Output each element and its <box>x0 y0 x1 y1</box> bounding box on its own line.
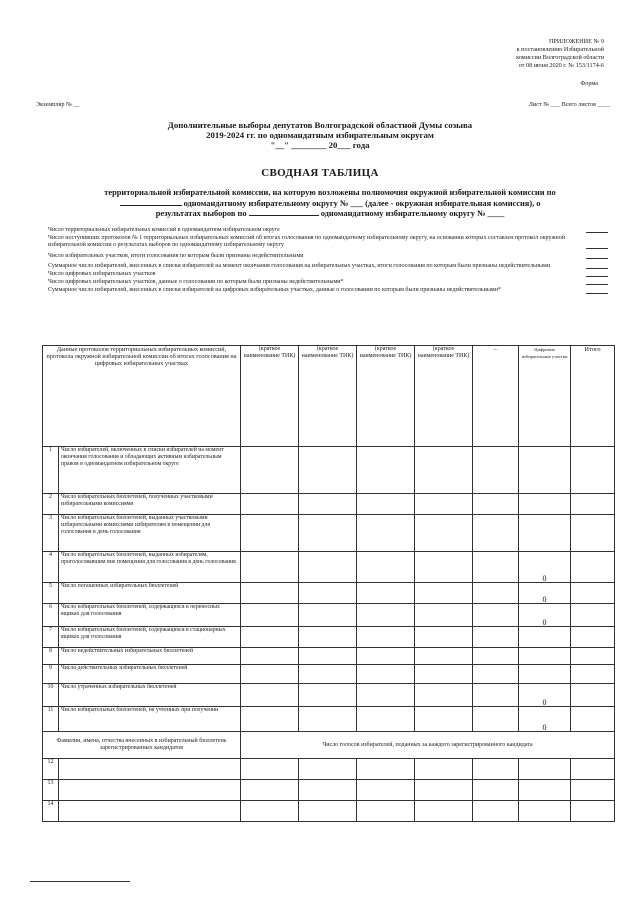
value-cell <box>241 801 299 822</box>
row-number: 9 <box>43 665 59 684</box>
row-label: Число недействительных избирательных бюллетеней <box>59 648 241 665</box>
total-cell <box>571 604 615 627</box>
value-cell <box>473 494 519 515</box>
candidate-row <box>43 801 615 822</box>
summary-line: Число избирательных участков, итоги голосования по которым были признаны недействительными <box>48 253 608 260</box>
candidates-votes-label: Число голосов избирателей, поданных за каждого зарегистрированного кандидата <box>241 732 615 759</box>
row-number: 3 <box>43 515 59 552</box>
value-cell <box>415 801 473 822</box>
appendix-line: от 08 июня 2020 г. № 153/1174-6 <box>518 62 604 69</box>
value-cell <box>357 515 415 552</box>
candidate-name-cell <box>59 759 241 780</box>
total-cell <box>571 665 615 684</box>
value-cell <box>415 515 473 552</box>
appendix-block <box>404 38 604 70</box>
header-tik-column: (краткое наименование ТИК) <box>357 346 415 447</box>
header-ellipsis-column: ... <box>473 346 519 447</box>
value-cell <box>357 627 415 648</box>
row-label: Число избирательных бюллетеней, содержащихся в стационарных ящиках для голосования <box>59 627 241 648</box>
value-cell <box>299 648 357 665</box>
digital-value-cell: 0 <box>519 684 571 707</box>
value-cell <box>519 759 571 780</box>
total-cell <box>571 648 615 665</box>
row-number: 13 <box>43 780 59 801</box>
total-cell <box>571 627 615 648</box>
value-cell <box>415 707 473 732</box>
value-cell <box>473 684 519 707</box>
value-cell <box>241 552 299 583</box>
value-cell <box>241 684 299 707</box>
results-table <box>42 345 615 822</box>
digital-value-cell <box>519 494 571 515</box>
value-cell <box>299 494 357 515</box>
digital-value-cell <box>519 648 571 665</box>
value-cell <box>241 665 299 684</box>
total-cell <box>571 707 615 732</box>
subtitle-line2-text: одномандатному избирательному округу № ___ (далее - окружная избирательная комиссия), о <box>183 198 541 208</box>
value-cell <box>299 447 357 494</box>
table-row <box>43 583 615 604</box>
value-cell <box>357 447 415 494</box>
digital-value-cell: 0 <box>519 552 571 583</box>
table-row <box>43 515 615 552</box>
value-cell <box>473 447 519 494</box>
value-cell <box>299 759 357 780</box>
document-heading: СВОДНАЯ ТАБЛИЦА <box>261 167 379 179</box>
summary-line: Число поступивших протоколов № 1 территориальных избирательных комиссий об итогах голосования по одномандатному избирательному округу, на основании которых составлен протокол окружной избирательной комиссии о результатах выборов по одномандатному избирательному округу <box>48 235 608 249</box>
row-number: 4 <box>43 552 59 583</box>
election-title-line2: 2019-2024 гг. по одномандатным избирательным округам <box>206 130 434 140</box>
document-subtitle <box>56 188 604 220</box>
candidates-header-row <box>43 732 615 759</box>
sheet-number: Лист № ___ Всего листов ____ <box>528 101 610 108</box>
total-cell <box>571 447 615 494</box>
header-digital-column: Цифровые избирательные участки <box>519 346 571 447</box>
row-number: 7 <box>43 627 59 648</box>
value-cell <box>357 707 415 732</box>
value-cell <box>241 707 299 732</box>
table-row <box>43 552 615 583</box>
blank-field <box>120 205 182 206</box>
value-cell <box>241 447 299 494</box>
footnote-separator <box>30 881 130 882</box>
value-cell <box>415 648 473 665</box>
row-number: 11 <box>43 707 59 732</box>
row-number: 8 <box>43 648 59 665</box>
row-number: 2 <box>43 494 59 515</box>
value-cell <box>241 494 299 515</box>
row-number: 5 <box>43 583 59 604</box>
subtitle-line1: территориальной избирательной комиссии, на которую возложены полномочия окружной избирательной комиссии по <box>104 188 556 197</box>
value-cell <box>473 648 519 665</box>
row-label: Число избирателей, включенных в списки избирателей на момент окончания голосования и обладающих активным избирательным правом в одномандатном избирательном округе <box>59 447 241 494</box>
value-cell <box>357 665 415 684</box>
summary-line: Число территориальных избирательных комиссий в одномандатном избирательном округе <box>48 227 608 234</box>
digital-value-cell: 0 <box>519 604 571 627</box>
value-cell <box>241 759 299 780</box>
value-cell <box>299 552 357 583</box>
value-cell <box>299 627 357 648</box>
row-label: Число избирательных бюллетеней, полученных участковыми избирательными комиссиями <box>59 494 241 515</box>
candidate-row <box>43 780 615 801</box>
value-cell <box>357 684 415 707</box>
election-date: "__" ________ 20___ года <box>270 140 370 150</box>
value-cell <box>473 515 519 552</box>
total-cell <box>571 515 615 552</box>
value-cell <box>299 604 357 627</box>
value-cell <box>519 780 571 801</box>
appendix-line: ПРИЛОЖЕНИЕ № 9 <box>548 38 604 45</box>
summary-lines <box>48 227 608 295</box>
value-cell <box>473 665 519 684</box>
value-cell <box>571 801 615 822</box>
blank-field <box>249 215 319 216</box>
value-cell <box>241 780 299 801</box>
table-row <box>43 665 615 684</box>
value-cell <box>357 552 415 583</box>
table-row <box>43 494 615 515</box>
table-row <box>43 604 615 627</box>
value-cell <box>473 627 519 648</box>
value-cell <box>299 801 357 822</box>
candidate-row <box>43 759 615 780</box>
value-cell <box>415 494 473 515</box>
table-header-row <box>43 346 615 447</box>
table-row <box>43 627 615 648</box>
subtitle-line3-end: одномандатному избирательному округу № ____ <box>320 209 505 218</box>
candidates-label: Фамилии, имена, отчества внесенных в избирательный бюллетень зарегистрированных кандидатов <box>43 732 241 759</box>
value-cell <box>357 801 415 822</box>
row-number: 1 <box>43 447 59 494</box>
summary-line: Суммарное число избирателей, внесенных в списки избирателей на момент окончания голосования на избирательных участках, итоги голосования по которым были признаны недействительными <box>48 263 608 270</box>
value-cell <box>571 780 615 801</box>
election-title-line1: Дополнительные выборы депутатов Волгоградской областной Думы созыва <box>167 120 473 130</box>
table-row <box>43 684 615 707</box>
total-cell <box>571 684 615 707</box>
value-cell <box>299 780 357 801</box>
form-label: Форма <box>580 80 598 87</box>
row-label: Число погашенных избирательных бюллетеней <box>59 583 241 604</box>
value-cell <box>241 515 299 552</box>
row-number: 6 <box>43 604 59 627</box>
value-cell <box>241 583 299 604</box>
appendix-line: комиссии Волгоградской области <box>516 54 604 61</box>
value-cell <box>357 648 415 665</box>
header-protocol-data: Данные протоколов территориальных избирательных комиссий, протокола окружной избирательной комиссии об итогах голосования на цифровых избирательных участках <box>43 346 241 447</box>
summary-line: Суммарное число избирателей, внесенных в списки избирателей на цифровых избирательных участках, данные о голосовании по которым были признаны недействительными* <box>48 287 608 294</box>
row-label: Число избирательных бюллетеней, содержащихся в переносных ящиках для голосования <box>59 604 241 627</box>
summary-line: Число цифровых избирательных участков <box>48 271 608 278</box>
row-label: Число утраченных избирательных бюллетеней <box>59 684 241 707</box>
row-number: 14 <box>43 801 59 822</box>
value-cell <box>357 494 415 515</box>
value-cell <box>299 707 357 732</box>
value-cell <box>357 583 415 604</box>
value-cell <box>415 759 473 780</box>
digital-value-cell <box>519 665 571 684</box>
value-cell <box>473 583 519 604</box>
value-cell <box>473 604 519 627</box>
table-row <box>43 707 615 732</box>
value-cell <box>473 707 519 732</box>
value-cell <box>415 684 473 707</box>
header-total-column: Итого <box>571 346 615 447</box>
value-cell <box>415 780 473 801</box>
appendix-line: к постановлению Избирательной <box>516 46 604 53</box>
value-cell <box>357 759 415 780</box>
value-cell <box>299 665 357 684</box>
value-cell <box>415 627 473 648</box>
row-label: Число избирательных бюллетеней, не учтенных при получении <box>59 707 241 732</box>
value-cell <box>473 780 519 801</box>
row-label: Число действительных избирательных бюллетеней <box>59 665 241 684</box>
digital-value-cell <box>519 627 571 648</box>
value-cell <box>415 447 473 494</box>
total-cell <box>571 552 615 583</box>
value-cell <box>519 801 571 822</box>
value-cell <box>415 665 473 684</box>
value-cell <box>473 801 519 822</box>
table-row <box>43 648 615 665</box>
value-cell <box>241 627 299 648</box>
header-tik-column: (краткое наименование ТИК) <box>299 346 357 447</box>
total-cell <box>571 494 615 515</box>
value-cell <box>473 759 519 780</box>
row-label: Число избирательных бюллетеней, выданных участковыми избирательными комиссиями избирателям в помещении для голосования в день голосования <box>59 515 241 552</box>
subtitle-line3-start: результатах выборов по <box>155 209 247 218</box>
value-cell <box>571 759 615 780</box>
value-cell <box>415 604 473 627</box>
table-row <box>43 447 615 494</box>
value-cell <box>415 583 473 604</box>
value-cell <box>415 552 473 583</box>
subtitle-line3 <box>56 209 604 220</box>
value-cell <box>357 780 415 801</box>
row-number: 12 <box>43 759 59 780</box>
value-cell <box>473 552 519 583</box>
candidate-name-cell <box>59 780 241 801</box>
candidate-name-cell <box>59 801 241 822</box>
value-cell <box>299 515 357 552</box>
digital-value-cell: 0 <box>519 707 571 732</box>
value-cell <box>241 604 299 627</box>
header-tik-column: (краткое наименование ТИК) <box>241 346 299 447</box>
digital-value-cell <box>519 515 571 552</box>
total-cell <box>571 583 615 604</box>
digital-value-cell: 0 <box>519 583 571 604</box>
digital-value-cell <box>519 447 571 494</box>
header-tik-column: (краткое наименование ТИК) <box>415 346 473 447</box>
value-cell <box>299 684 357 707</box>
summary-line: Число цифровых избирательных участков, данные о голосовании по которым были признаны недействительными* <box>48 279 608 286</box>
value-cell <box>241 648 299 665</box>
row-number: 10 <box>43 684 59 707</box>
subtitle-line2 <box>56 199 604 210</box>
value-cell <box>299 583 357 604</box>
row-label: Число избирательных бюллетеней, выданных избирателям, проголосовавшим вне помещения для голосования в день голосования <box>59 552 241 583</box>
value-cell <box>357 604 415 627</box>
copy-number: Экземпляр № __ <box>36 101 80 108</box>
